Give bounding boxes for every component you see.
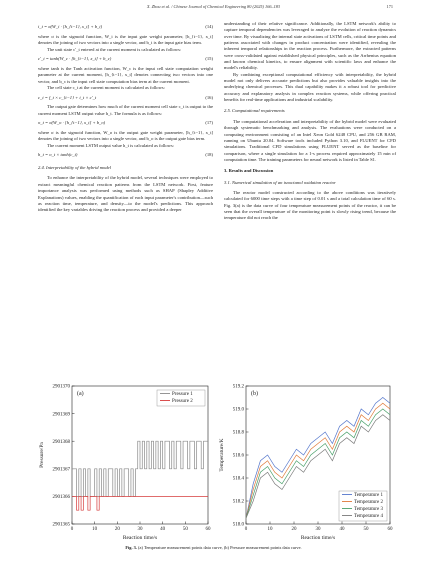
y-tick-label: 2901365 <box>52 522 70 528</box>
y-tick-label: 518.8 <box>232 430 244 436</box>
caption-label: Fig. 3. <box>125 545 137 550</box>
right-column <box>224 21 396 222</box>
equation-number: (18) <box>205 152 213 158</box>
paragraph: where σ is the sigmoid function, W_o is the output gate weight parameter, [h_{t−1}, x_t] denotes the joining of two vectors into a single vector, and b_o is the output gate bias term. <box>38 130 213 142</box>
paragraph: To enhance the interpretability of the hybrid model, several techniques were employed to extract meaningful chemical reaction patterns from the LSTM network. First, feature importance analysis was performed using methods such as SHAP (Shapley Additive Explanations) values, enabling the quantification of each input parameter's contribution—such as reaction time, temperature, and density—to the model's predictions. This approach identified the key variables driving the reaction process and provided a deeper <box>38 175 213 213</box>
y-tick-label: 2901366 <box>52 495 70 501</box>
paragraph: The cell state c_t at the current moment is calculated as follows: <box>47 85 165 91</box>
paragraph: By combining exceptional computational efficiency with interpretability, the hybrid model not only delivers accurate predictions but also provides valuable insights into the underlying chemical processes. This dual capability makes it a robust tool for predictive accuracy and explanatory analysis in complex reaction systems, while offering practical benefits for real-time applications and industrial scalability. <box>224 71 396 103</box>
equation-18 <box>38 151 213 160</box>
x-tick-label: 20 <box>291 527 297 532</box>
figure-3 <box>38 380 396 544</box>
equation-formula: i_t = σ(W_i · [h_{t−1}, x_t] + b_i) <box>38 24 103 30</box>
page-header <box>0 4 427 14</box>
y-axis-label: Temperature/K <box>219 438 225 472</box>
paragraph: The unit state c′_t entered at the current moment is calculated as follows: <box>47 46 182 52</box>
y-tick-label: 518.0 <box>232 522 244 528</box>
x-tick-label: 50 <box>182 527 188 532</box>
x-tick-label: 50 <box>363 527 369 532</box>
x-tick-label: 40 <box>339 527 345 532</box>
legend-entry: Temperature 4 <box>354 514 383 519</box>
section-heading: 2.5. Computational requirements <box>224 108 285 114</box>
x-tick-label: 40 <box>160 527 166 532</box>
temperature-chart <box>218 380 396 544</box>
x-tick-label: 0 <box>70 527 74 532</box>
y-tick-label: 2901367 <box>52 467 70 473</box>
legend-entry: Temperature 2 <box>354 500 383 505</box>
equation-15 <box>38 55 213 64</box>
x-tick-label: 60 <box>205 527 211 532</box>
x-axis-label: Reaction time/s <box>122 535 158 541</box>
x-tick-label: 30 <box>137 527 143 532</box>
paragraph: The current moment LSTM output value h_t is calculated as follows: <box>47 142 175 148</box>
y-tick-label: 519.0 <box>232 407 244 413</box>
y-tick-label: 2901370 <box>52 384 70 390</box>
legend-entry: Pressure 1 <box>172 392 193 397</box>
y-tick-label: 518.2 <box>232 499 244 505</box>
x-tick-label: 10 <box>92 527 98 532</box>
equation-14 <box>38 23 213 32</box>
equation-formula: o_t = σ(W_o · [h_{t−1}, x_t] + b_o) <box>38 120 106 126</box>
pressure-chart <box>38 380 214 544</box>
equation-formula: c′_t = tanh(W_c · [h_{t−1}, x_t] + b_c) <box>38 56 112 62</box>
equation-16 <box>38 93 213 102</box>
paragraph: The output gate determines how much of the current moment cell state c_t is output to the current moment LSTM output value h_t. The formula is as follows: <box>38 104 213 116</box>
equation-number: (16) <box>205 94 213 100</box>
equation-17 <box>38 119 213 128</box>
paragraph: understanding of their relative significance. Additionally, the LSTM network's ability to capture temporal dependencies was leveraged to analyze the evolution of reaction dynamics over time. By visualizing the internal state activations of LSTM cells, critical time points and patterns associated with changes in product concentration were identified, revealing the inherent temporal relationships in the reaction process. Furthermore, the extracted patterns were cross-validated against established physical principles, such as the Arrhenius equation and known chemical kinetics, to ensure alignment with scientific laws and enhance the model's reliability. <box>224 21 396 71</box>
y-tick-label: 518.6 <box>232 453 244 459</box>
paragraph: where σ is the sigmoid function, W_i is the input gate weight parameter, [h_{t−1}, x_t] denotes the joining of two vectors into a single vector, and b_i is the input gate bias term. <box>38 34 213 46</box>
y-tick-label: 519.2 <box>232 384 244 390</box>
section-heading: 3.1. Numerical simulation of an isooctanol oxidation reactor <box>224 179 336 185</box>
x-axis-label: Reaction time/s <box>300 535 336 541</box>
equation-number: (17) <box>205 120 213 126</box>
legend-entry: Temperature 3 <box>354 507 383 512</box>
y-tick-label: 2901368 <box>52 439 70 445</box>
equation-formula: c_t = f_t × c_{t−1} + i_t × c′_t <box>38 94 97 100</box>
legend-entry: Pressure 2 <box>172 399 193 404</box>
x-tick-label: 60 <box>387 527 393 532</box>
x-tick-label: 0 <box>244 527 248 532</box>
x-tick-label: 30 <box>315 527 321 532</box>
y-tick-label: 518.4 <box>232 476 244 482</box>
paragraph: The computational acceleration and interpretability of the hybrid model were evaluated through systematic benchmarking and analysis. The evaluations were conducted on a computing environment consisting of an Intel Xeon Gold 6248 CPU, and 256 GB RAM, running on Ubuntu 20.04. Software tools included Python 3.10, and FLUENT for CFD simulations. Traditional CFD simulations using FLUENT served as the baseline for comparison, where a single simulation for a 1-s process required approximately 15 min of computation time. The training parameters for neural network is listed in Table S1. <box>224 118 396 162</box>
section-heading: 2.4. Interpretability of the hybrid model <box>38 165 111 171</box>
figure-caption <box>0 545 427 550</box>
paragraph: where tanh is the Tanh activation function, W_c is the input cell state computation weight parameter at the current moment, [h_{t−1}, x_t] denotes connecting two vectors into one vector, and b_c is the input cell state computation bias term at the current moment. <box>38 66 213 84</box>
running-title: X. Zhou et al. / Chinese Journal of Chemical Engineering 80 (2025) 166–183 <box>146 4 281 9</box>
panel-label: (a) <box>77 391 84 397</box>
left-column <box>38 21 213 214</box>
y-tick-label: 2901369 <box>52 412 70 418</box>
page-number: 171 <box>386 4 393 9</box>
equation-number: (14) <box>205 24 213 30</box>
x-tick-label: 20 <box>114 527 120 532</box>
x-tick-label: 10 <box>267 527 273 532</box>
panel-label: (b) <box>251 391 258 397</box>
paragraph: The reactor model constructed according to the above conditions was iteratively calculated for 6000 time steps with a time step of 0.01 s and a total calculation time of 60 s. Fig. 3(a) is the data curve of four temperature measurement points of the reactor, it can be seen that the overall temperature of the monitoring point is slowly rising trend, because the temperature did not reach the <box>224 189 396 221</box>
y-axis-label: Pressure/Pa <box>39 442 45 468</box>
equation-number: (15) <box>205 56 213 62</box>
section-heading: 3. Results and Discussion <box>224 168 274 174</box>
caption-text: (a) Temperature measurement points data curve, (b) Pressure measurement points data curve. <box>138 545 302 550</box>
equation-formula: h_t = o_t × tanh(c_t) <box>38 152 78 158</box>
legend-entry: Temperature 1 <box>354 493 383 498</box>
